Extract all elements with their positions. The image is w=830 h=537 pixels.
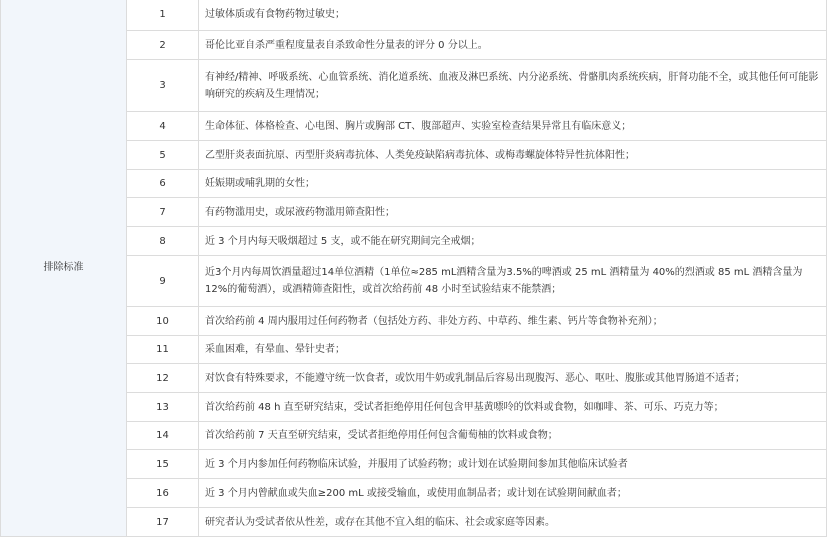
criterion-text: 有神经/精神、呼吸系统、心血管系统、消化道系统、血液及淋巴系统、内分泌系统、骨骼肌肉系统疾病，肝肾功能不全，或其他任何可能影响研究的疾病及生理情况； [199, 60, 827, 112]
criterion-text: 生命体征、体格检查、心电图、胸片或胸部 CT、腹部超声、实验室检查结果异常且有临床意义； [199, 112, 827, 141]
criterion-text: 近 3 个月内曾献血或失血≥200 mL 或接受输血，或使用血制品者；或计划在试验期间献血者； [199, 479, 827, 508]
criterion-text: 首次给药前 4 周内服用过任何药物者（包括处方药、非处方药、中草药、维生素、钙片等食物补充剂）； [199, 307, 827, 336]
criterion-text: 近 3 个月内参加任何药物临床试验，并服用了试验药物；或计划在试验期间参加其他临床试验者 [199, 450, 827, 479]
criteria-table-body [1, 0, 827, 537]
criterion-number: 2 [127, 31, 199, 60]
criterion-number: 4 [127, 112, 199, 141]
criterion-number: 12 [127, 364, 199, 393]
table-row [1, 0, 827, 31]
category-label: 排除标准 [1, 0, 127, 537]
criterion-number: 16 [127, 479, 199, 508]
criterion-text: 首次给药前 48 h 直至研究结束，受试者拒绝停用任何包含甲基黄嘌呤的饮料或食物，如咖啡、茶、可乐、巧克力等； [199, 393, 827, 422]
criterion-number: 1 [127, 0, 199, 31]
criterion-number: 9 [127, 256, 199, 307]
criterion-number: 3 [127, 60, 199, 112]
criterion-number: 11 [127, 336, 199, 364]
criterion-text: 哥伦比亚自杀严重程度量表自杀致命性分量表的评分 0 分以上。 [199, 31, 827, 60]
criterion-number: 13 [127, 393, 199, 422]
criterion-text: 研究者认为受试者依从性差，或存在其他不宜入组的临床、社会或家庭等因素。 [199, 508, 827, 537]
criterion-text: 对饮食有特殊要求，不能遵守统一饮食者，或饮用牛奶或乳制品后容易出现腹泻、恶心、呕吐、腹胀或其他胃肠道不适者； [199, 364, 827, 393]
criterion-text: 妊娠期或哺乳期的女性； [199, 170, 827, 198]
criterion-number: 8 [127, 227, 199, 256]
criterion-number: 15 [127, 450, 199, 479]
criterion-text: 乙型肝炎表面抗原、丙型肝炎病毒抗体、人类免疫缺陷病毒抗体、或梅毒螺旋体特异性抗体阳性； [199, 141, 827, 170]
criterion-text: 近3个月内每周饮酒量超过14单位酒精（1单位≈285 mL酒精含量为3.5%的啤酒或 25 mL 酒精量为 40%的烈酒或 85 mL 酒精含量为 12%的葡萄酒），或酒精筛查阳性，或首次给药前 48 小时至试验结束不能禁酒； [199, 256, 827, 307]
criterion-text: 首次给药前 7 天直至研究结束，受试者拒绝停用任何包含葡萄柚的饮料或食物； [199, 422, 827, 450]
criterion-number: 5 [127, 141, 199, 170]
criterion-number: 7 [127, 198, 199, 227]
criterion-text: 近 3 个月内每天吸烟超过 5 支，或不能在研究期间完全戒烟； [199, 227, 827, 256]
criterion-number: 17 [127, 508, 199, 537]
criterion-number: 10 [127, 307, 199, 336]
criterion-text: 有药物滥用史，或尿液药物滥用筛查阳性； [199, 198, 827, 227]
criterion-text: 过敏体质或有食物药物过敏史； [199, 0, 827, 31]
criterion-number: 6 [127, 170, 199, 198]
criterion-number: 14 [127, 422, 199, 450]
criterion-text: 采血困难，有晕血、晕针史者； [199, 336, 827, 364]
